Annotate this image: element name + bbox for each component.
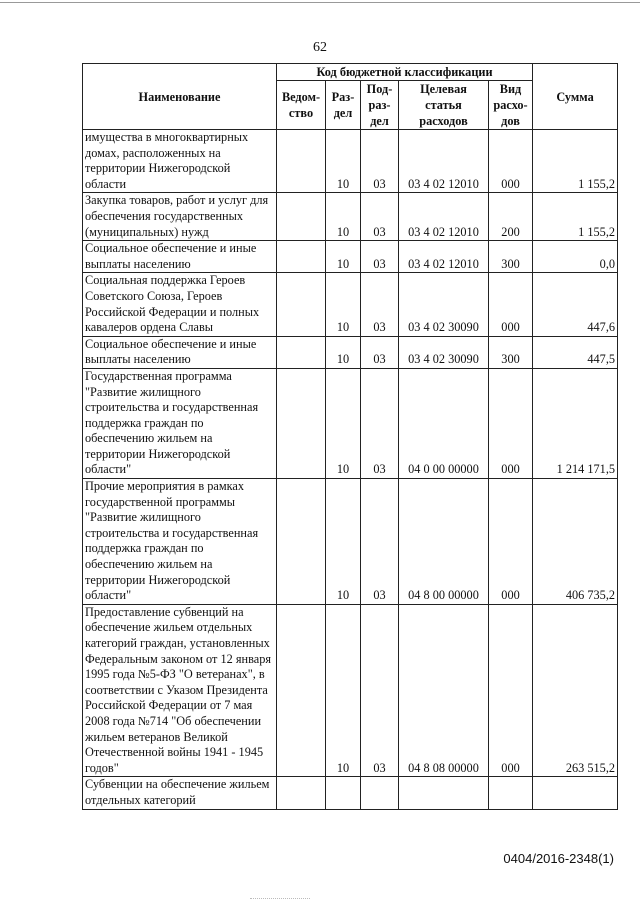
row-razdel: 10 — [326, 336, 361, 368]
table-row — [83, 777, 618, 809]
top-rule — [0, 2, 640, 3]
row-razdel: 10 — [326, 130, 361, 193]
row-razdel: 10 — [326, 368, 361, 478]
row-ved — [277, 130, 326, 193]
row-razdel: 10 — [326, 241, 361, 273]
row-statya: 04 8 08 00000 — [399, 604, 489, 777]
row-vid: 000 — [489, 368, 533, 478]
row-statya: 03 4 02 30090 — [399, 273, 489, 336]
row-summa: 1 214 171,5 — [533, 368, 618, 478]
table-row — [83, 193, 618, 241]
row-ved — [277, 368, 326, 478]
row-summa: 447,5 — [533, 336, 618, 368]
row-summa: 263 515,2 — [533, 604, 618, 777]
table-row — [83, 273, 618, 336]
row-vid: 000 — [489, 479, 533, 605]
row-podrazdel: 03 — [361, 273, 399, 336]
row-vid: 000 — [489, 273, 533, 336]
row-podrazdel — [361, 777, 399, 809]
row-summa: 0,0 — [533, 241, 618, 273]
header-summa: Сумма — [533, 64, 618, 130]
row-name: Социальная поддержка Героев Советского Союза, Героев Российской Федерации и полных кавалеров ордена Славы — [83, 273, 277, 336]
row-razdel: 10 — [326, 604, 361, 777]
row-ved — [277, 777, 326, 809]
row-name: имущества в многоквартирных домах, расположенных на территории Нижегородской области — [83, 130, 277, 193]
row-vid — [489, 777, 533, 809]
row-vid: 200 — [489, 193, 533, 241]
row-statya — [399, 777, 489, 809]
header-vid: Вид расхо-дов — [489, 81, 533, 130]
header-vedomstvo: Ведом-ство — [277, 81, 326, 130]
row-name: Предоставление субвенций на обеспечение жильем отдельных категорий граждан, установленных Федеральным законом от 12 января 1995 года №5-ФЗ "О ветеранах", в соответствии с Указом Президента Российской Федерации от 7 мая 2008 года №714 "Об обеспечении жильем ветеранов Великой Отечественной войны 1941 - 1945 годов" — [83, 604, 277, 777]
row-ved — [277, 604, 326, 777]
table-row — [83, 368, 618, 478]
row-vid: 000 — [489, 130, 533, 193]
row-podrazdel: 03 — [361, 130, 399, 193]
row-name: Субвенции на обеспечение жильем отдельных категорий — [83, 777, 277, 809]
row-statya: 04 8 00 00000 — [399, 479, 489, 605]
row-podrazdel: 03 — [361, 604, 399, 777]
row-razdel: 10 — [326, 193, 361, 241]
row-podrazdel: 03 — [361, 193, 399, 241]
row-summa: 406 735,2 — [533, 479, 618, 605]
header-razdel: Раз-дел — [326, 81, 361, 130]
bottom-rule — [250, 898, 310, 899]
row-statya: 03 4 02 12010 — [399, 130, 489, 193]
row-ved — [277, 241, 326, 273]
header-statya: Целевая статья расходов — [399, 81, 489, 130]
row-podrazdel: 03 — [361, 368, 399, 478]
row-ved — [277, 273, 326, 336]
page-number: 62 — [313, 40, 327, 55]
row-statya: 04 0 00 00000 — [399, 368, 489, 478]
table-row — [83, 336, 618, 368]
table-row — [83, 130, 618, 193]
table-row — [83, 241, 618, 273]
row-summa: 447,6 — [533, 273, 618, 336]
budget-table — [82, 63, 618, 810]
header-code-group: Код бюджетной классификации — [277, 64, 533, 81]
row-summa: 1 155,2 — [533, 130, 618, 193]
row-summa: 1 155,2 — [533, 193, 618, 241]
row-ved — [277, 193, 326, 241]
row-razdel: 10 — [326, 479, 361, 605]
row-vid: 300 — [489, 241, 533, 273]
row-name: Государственная программа "Развитие жилищного строительства и государственная поддержка граждан по обеспечению жильем на территории Нижегородской области" — [83, 368, 277, 478]
row-razdel — [326, 777, 361, 809]
row-podrazdel: 03 — [361, 336, 399, 368]
header-name: Наименование — [83, 64, 277, 130]
table-row — [83, 479, 618, 605]
row-name: Социальное обеспечение и иные выплаты населению — [83, 336, 277, 368]
header-podrazdel: Под-раз-дел — [361, 81, 399, 130]
row-ved — [277, 336, 326, 368]
row-statya: 03 4 02 12010 — [399, 241, 489, 273]
row-vid: 000 — [489, 604, 533, 777]
row-summa — [533, 777, 618, 809]
row-name: Социальное обеспечение и иные выплаты населению — [83, 241, 277, 273]
row-razdel: 10 — [326, 273, 361, 336]
row-podrazdel: 03 — [361, 479, 399, 605]
table-row — [83, 604, 618, 777]
row-vid: 300 — [489, 336, 533, 368]
document-code: 0404/2016-2348(1) — [503, 851, 614, 866]
row-name: Закупка товаров, работ и услуг для обеспечения государственных (муниципальных) нужд — [83, 193, 277, 241]
row-name: Прочие мероприятия в рамках государственной программы "Развитие жилищного строительства и государственная поддержка граждан по обеспечению жильем на территории Нижегородской области" — [83, 479, 277, 605]
row-statya: 03 4 02 30090 — [399, 336, 489, 368]
row-statya: 03 4 02 12010 — [399, 193, 489, 241]
row-podrazdel: 03 — [361, 241, 399, 273]
row-ved — [277, 479, 326, 605]
